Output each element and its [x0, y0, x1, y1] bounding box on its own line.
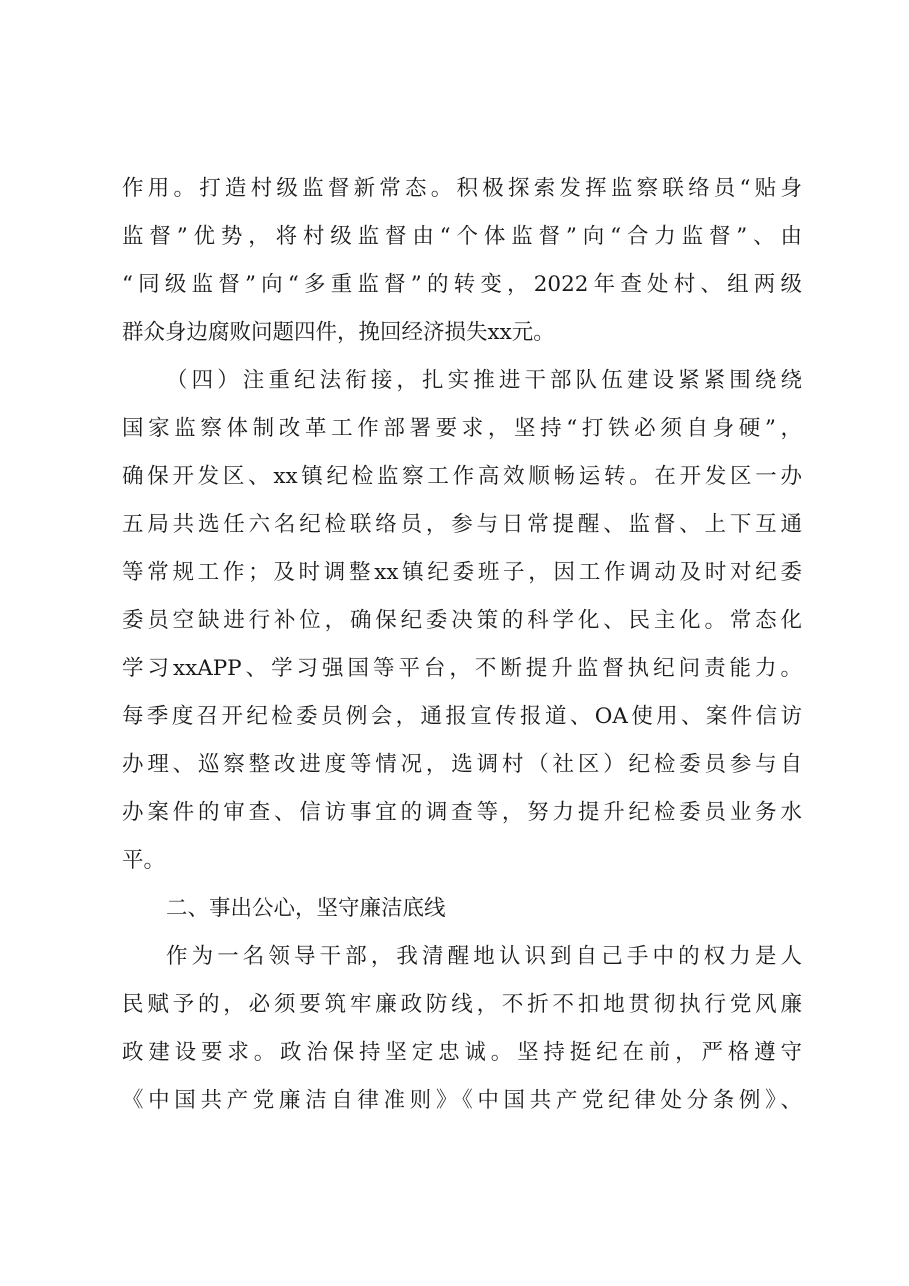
text-line: 确保开发区、xx镇纪检监察工作高效顺畅运转。在开发区一办 [122, 464, 802, 489]
text-line: 五局共选任六名纪检联络员，参与日常提醒、监督、上下互通 [122, 512, 802, 537]
text-line: 政建设要求。政治保持坚定忠诚。坚持挺纪在前，严格遵守 [122, 1040, 802, 1065]
document-body [122, 165, 802, 1125]
text-line: 办案件的审查、信访事宜的调查等，努力提升纪检委员业务水 [122, 800, 802, 825]
text-line: 每季度召开纪检委员例会，通报宣传报道、OA使用、案件信访 [122, 704, 802, 729]
text-line: “同级监督”向“多重监督”的转变，2022年查处村、组两级 [122, 272, 802, 297]
section-heading: 二、事出公心，坚守廉洁底线 [166, 896, 446, 921]
text-line: 等常规工作；及时调整xx镇纪委班子，因工作调动及时对纪委 [122, 560, 802, 585]
text-line: 监督”优势，将村级监督由“个体监督”向“合力监督”、由 [122, 224, 802, 249]
text-line: 作用。打造村级监督新常态。积极探索发挥监察联络员“贴身 [122, 176, 802, 201]
text-line: 办理、巡察整改进度等情况，选调村（社区）纪检委员参与自 [122, 752, 802, 777]
text-line: 《中国共产党廉洁自律准则》《中国共产党纪律处分条例》、 [122, 1088, 802, 1113]
text-line: 国家监察体制改革工作部署要求，坚持“打铁必须自身硬”， [122, 416, 802, 441]
text-line: 作为一名领导干部，我清醒地认识到自己手中的权力是人 [166, 944, 802, 969]
text-line: 平。 [122, 848, 166, 873]
text-line: 群众身边腐败问题四件，挽回经济损失xx元。 [122, 320, 555, 345]
section-heading-line: （四）注重纪法衔接，扎实推进干部队伍建设紧紧围绕绕 [166, 368, 802, 393]
text-line: 学习xxAPP、学习强国等平台，不断提升监督执纪问责能力。 [122, 656, 802, 681]
text-line: 民赋予的，必须要筑牢廉政防线，不折不扣地贯彻执行党风廉 [122, 992, 802, 1017]
text-line: 委员空缺进行补位，确保纪委决策的科学化、民主化。常态化 [122, 608, 802, 633]
